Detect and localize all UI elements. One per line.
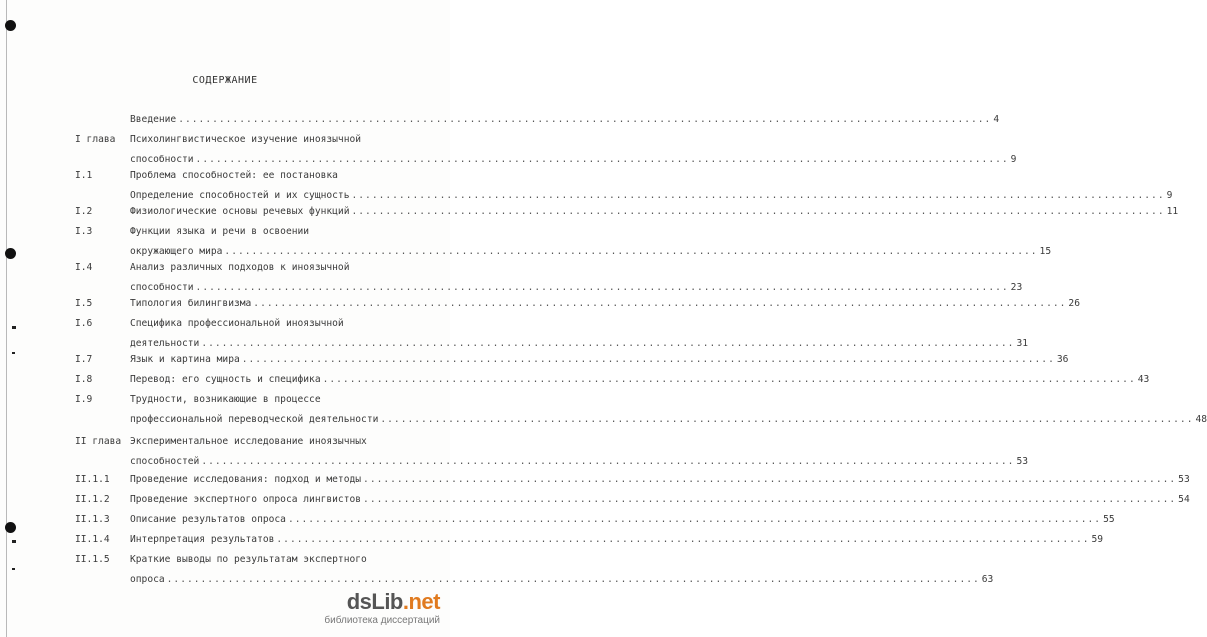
toc-entry-text: Экспериментальное исследование иноязычных [130, 436, 367, 447]
toc-page-number: 53 [1178, 474, 1190, 485]
dot-leader: ........................................................................................................................ [195, 154, 1009, 165]
dot-leader: ........................................................................................................................ [380, 414, 1194, 425]
toc-entry-line [130, 452, 1028, 472]
watermark-subtitle: библиотека диссертаций [324, 615, 440, 626]
toc-entry-number: II глава [75, 436, 122, 447]
dot-leader: ........................................................................................................................ [201, 456, 1015, 467]
toc-entry-line [130, 570, 994, 590]
toc-entry-number: II.1.3 [75, 514, 110, 525]
toc-page-number: 9 [1166, 190, 1173, 201]
toc-entry-text: Определение способностей и их сущность [130, 190, 350, 201]
toc-entry-text: Описание результатов опроса [130, 514, 286, 525]
toc-entry-line [130, 370, 1150, 390]
toc-page-number: 15 [1039, 246, 1052, 257]
toc-page-number: 4 [993, 114, 1000, 125]
dot-leader: ........................................................................................................................ [195, 282, 1009, 293]
toc-page-number: 48 [1195, 414, 1207, 425]
toc-entry-line [130, 110, 1000, 130]
binder-hole-bottom [5, 522, 16, 533]
toc-entry-text: Психолингвистическое изучение иноязычной [130, 134, 362, 145]
dot-leader: ........................................................................................................................ [322, 374, 1136, 385]
dot-leader: ........................................................................................................................ [166, 574, 980, 585]
toc-entry-number: I.5 [75, 298, 93, 309]
toc-page-number: 53 [1016, 456, 1028, 467]
toc-entry-text: способности [130, 282, 194, 293]
toc-entry-text: Типология билингвизма [130, 298, 252, 309]
dot-leader: ........................................................................................................................ [363, 494, 1177, 505]
binder-hole-top [5, 20, 16, 31]
toc-entry-text: Проблема способностей: ее постановка [130, 170, 338, 181]
toc-entry-text: способностей [130, 456, 200, 467]
toc-entry-line [130, 202, 1179, 222]
toc-entry-text: Введение [130, 114, 177, 125]
toc-entry-text: Краткие выводы по результатам экспертного [130, 554, 367, 565]
watermark-logo: dsLib.net [346, 589, 440, 614]
toc-page-number: 55 [1103, 514, 1115, 525]
toc-entry-text: окружающего мира [130, 246, 223, 257]
toc-entry-number: I.9 [75, 394, 93, 405]
toc-page-number: 31 [1016, 338, 1028, 349]
scan-speck [12, 326, 16, 329]
toc-entry-number: II.1.5 [75, 554, 110, 565]
dot-leader: ........................................................................................................................ [363, 474, 1177, 485]
toc-page-number: 9 [1010, 154, 1017, 165]
toc-entry-text: Перевод: его сущность и специфика [130, 374, 321, 385]
toc-entry-line [130, 510, 1115, 530]
toc-entry-number: II.1.2 [75, 494, 110, 505]
scan-speck [12, 540, 16, 543]
toc-page-number: 54 [1178, 494, 1190, 505]
toc-entry-number: I.6 [75, 318, 93, 329]
toc-entry-line [130, 410, 1207, 430]
dot-leader: ........................................................................................................................ [201, 338, 1015, 349]
toc-entry-text: профессиональной переводческой деятельности [130, 414, 379, 425]
toc-entry-number: II.1.1 [75, 474, 110, 485]
toc-entry-text: Трудности, возникающие в процессе [130, 394, 321, 405]
toc-entry-number: I глава [75, 134, 116, 145]
page-title: СОДЕРЖАНИЕ [192, 75, 258, 86]
toc-page-number: 11 [1166, 206, 1179, 217]
toc-entry-text: Интерпретация результатов [130, 534, 275, 545]
toc-entry-line [130, 350, 1069, 370]
toc-page-number: 26 [1068, 298, 1080, 309]
toc-entry-text: Язык и картина мира [130, 354, 240, 365]
dot-leader: ........................................................................................................................ [276, 534, 1090, 545]
toc-entry-number: I.4 [75, 262, 93, 273]
toc-page-number: 63 [981, 574, 994, 585]
toc-entry-number: I.8 [75, 374, 93, 385]
toc-entry-text: Физиологические основы речевых функций [130, 206, 350, 217]
dot-leader: ........................................................................................................................ [178, 114, 992, 125]
watermark [290, 589, 440, 629]
toc-entry-text: Проведение экспертного опроса лингвистов [130, 494, 362, 505]
toc-entry-text: Специфика профессиональной иноязычной [130, 318, 344, 329]
page-edge-line [6, 0, 7, 637]
toc-entry-text: Проведение исследования: подход и методы [130, 474, 362, 485]
toc-entry-text: опроса [130, 574, 165, 585]
toc-entry-number: II.1.4 [75, 534, 110, 545]
dot-leader: ........................................................................................................................ [241, 354, 1055, 365]
dot-leader: ........................................................................................................................ [351, 190, 1165, 201]
toc-page-number: 36 [1056, 354, 1069, 365]
toc-entry-line [130, 490, 1190, 510]
toc-entry-number: I.2 [75, 206, 93, 217]
toc-entry-text: Анализ различных подходов к иноязычной [130, 262, 350, 273]
dot-leader: ........................................................................................................................ [253, 298, 1067, 309]
dot-leader: ........................................................................................................................ [351, 206, 1165, 217]
toc-entry-text: деятельности [130, 338, 200, 349]
toc-entry-number: I.7 [75, 354, 93, 365]
toc-entry-text: способности [130, 154, 194, 165]
dot-leader: ........................................................................................................................ [287, 514, 1102, 525]
toc-entry-line [130, 530, 1104, 550]
toc-page-number: 23 [1010, 282, 1023, 293]
toc-entry-text: Функции языка и речи в освоении [130, 226, 310, 237]
scan-speck [12, 352, 15, 354]
toc-entry-number: I.1 [75, 170, 93, 181]
toc-page-number: 59 [1091, 534, 1104, 545]
dot-leader: ........................................................................................................................ [224, 246, 1038, 257]
toc-entry-line [130, 294, 1080, 314]
binder-hole-middle [5, 248, 16, 259]
toc-entry-line [130, 470, 1190, 490]
toc-page-number: 43 [1137, 374, 1150, 385]
toc-entry-number: I.3 [75, 226, 93, 237]
scan-speck [12, 568, 15, 570]
